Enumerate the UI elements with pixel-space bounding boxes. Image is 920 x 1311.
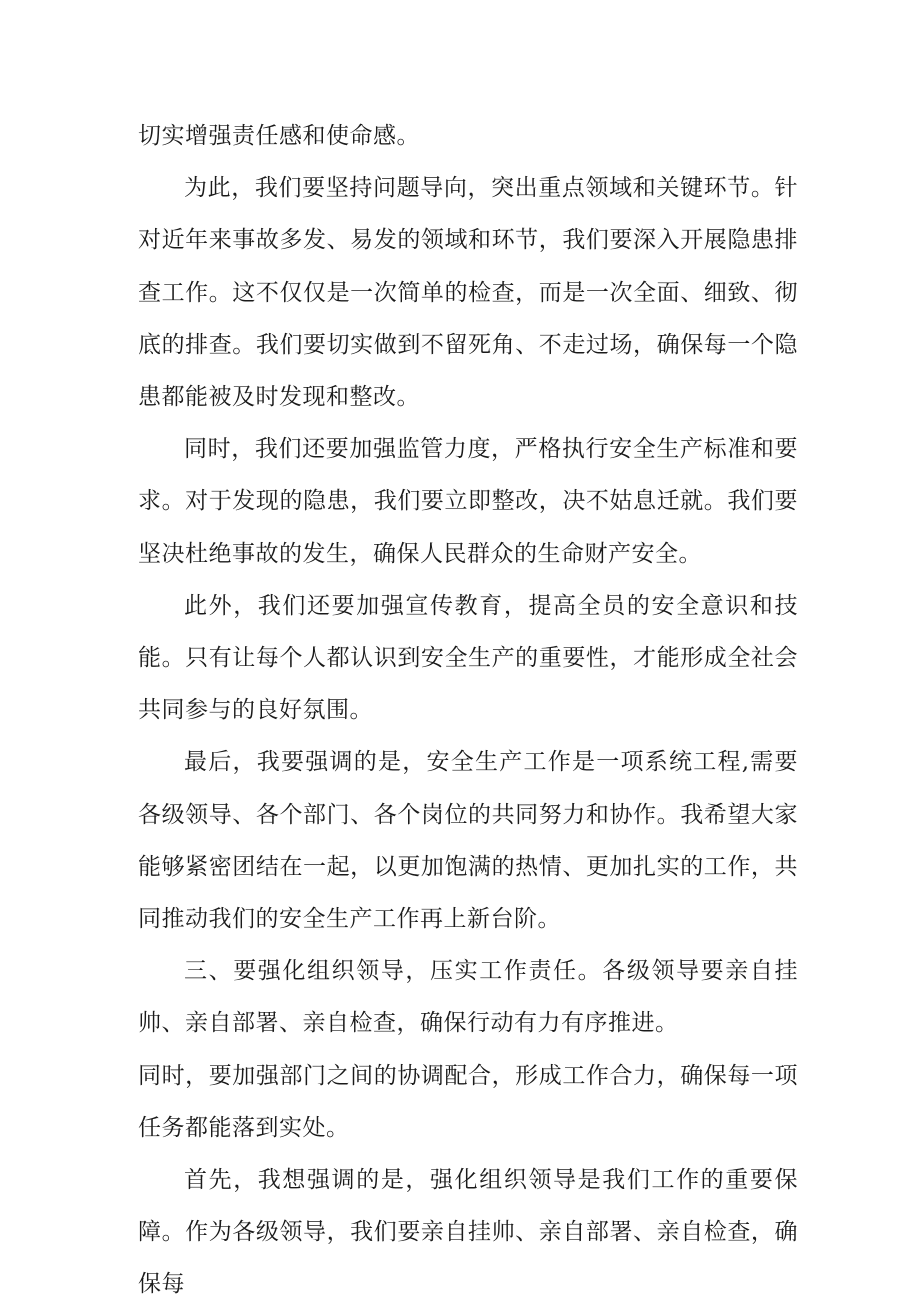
paragraph-4: 此外，我们还要加强宣传教育，提高全员的安全意识和技能。只有让每个人都认识到安全生产的重要性，才能形成全社会共同参与的良好氛围。 (138, 592, 798, 724)
paragraph-3: 同时，我们还要加强监管力度，严格执行安全生产标准和要求。对于发现的隐患，我们要立即整改，决不姑息迁就。我们要坚决杜绝事故的发生，确保人民群众的生命财产安全。 (138, 436, 798, 567)
document-body (138, 110, 798, 1311)
paragraph-5: 最后，我要强调的是，安全生产工作是一项系统工程,需要各级领导、各个部门、各个岗位的共同努力和协作。我希望大家能够紧密团结在一起，以更加饱满的热情、更加扎实的工作，共同推动我们的安全生产工作再上新台阶。 (138, 749, 798, 933)
paragraph-2: 为此，我们要坚持问题导向，突出重点领域和关键环节。针对近年来事故多发、易发的领域和环节，我们要深入开展隐患排查工作。这不仅仅是一次简单的检查，而是一次全面、细致、彻底的排查。我们要切实做到不留死角、不走过场，确保每一个隐患都能被及时发现和整改。 (138, 175, 798, 411)
paragraph-6: 三、要强化组织领导，压实工作责任。各级领导要亲自挂帅、亲自部署、亲自检查，确保行动有力有序推进。 (138, 958, 798, 1037)
paragraph-7: 同时，要加强部门之间的协调配合，形成工作合力，确保每一项任务都能落到实处。 (138, 1062, 798, 1141)
paragraph-8: 首先，我想强调的是，强化组织领导是我们工作的重要保障。作为各级领导，我们要亲自挂帅、亲自部署、亲自检查，确保每 (138, 1167, 798, 1298)
paragraph-1: 切实增强责任感和使命感。 (138, 123, 420, 149)
